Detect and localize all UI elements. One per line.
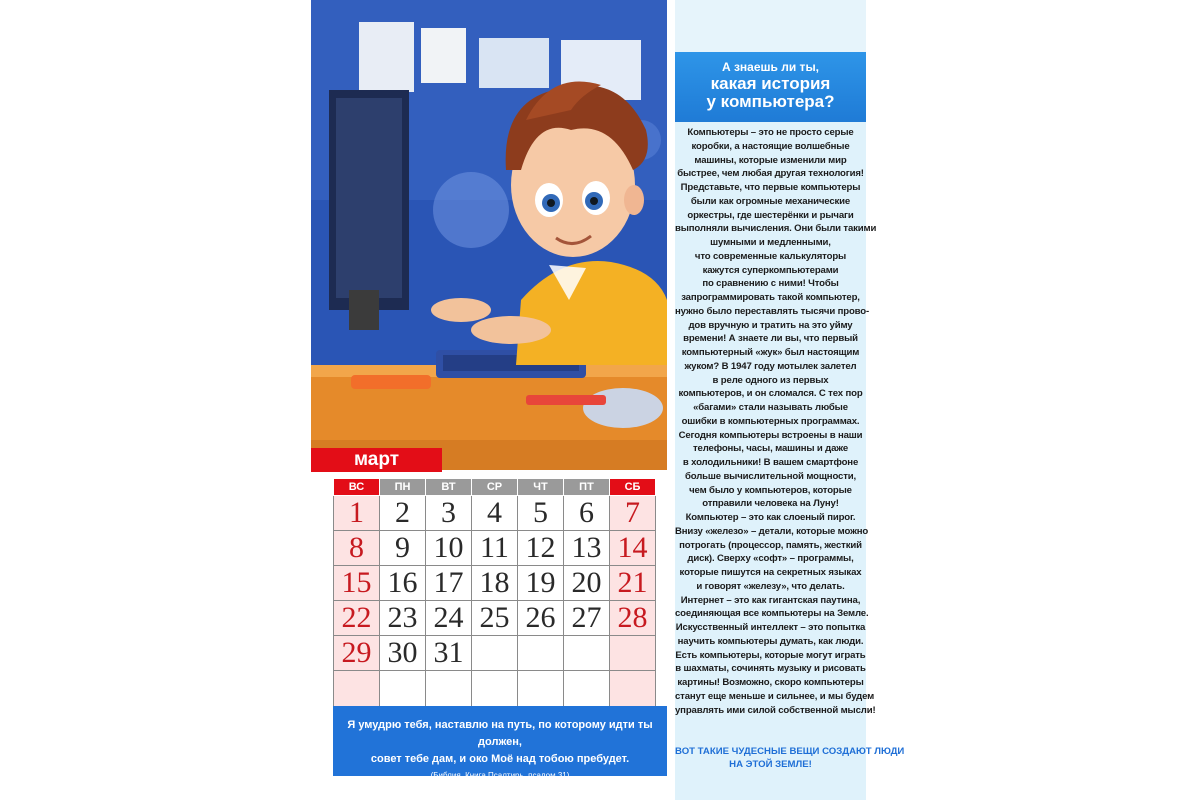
day-cell: 14 — [610, 531, 656, 566]
day-cell: 22 — [334, 601, 380, 636]
day-cell — [472, 636, 518, 671]
day-cell — [610, 636, 656, 671]
article-line: компьютерный «жук» был настоящим — [681, 347, 860, 358]
day-cell: 7 — [610, 496, 656, 531]
article-line: диск). Сверху «софт» – программы, — [687, 553, 854, 565]
article-line: в реле одного из первых — [712, 374, 829, 386]
day-cell: 27 — [564, 601, 610, 636]
day-cell: 13 — [564, 531, 610, 566]
day-cell: 29 — [334, 636, 380, 671]
calendar-week-row — [334, 496, 656, 531]
day-cell: 3 — [426, 496, 472, 531]
calendar-week-row — [334, 636, 656, 671]
quote-line: Я умудрю тебя, наставлю на путь, по которому идти ты должен, — [347, 719, 653, 748]
article-line: Есть компьютеры, которые могут играть — [675, 649, 866, 661]
day-cell: 16 — [380, 566, 426, 601]
weekday-header: ПТ — [564, 479, 610, 496]
article-line: нужно было переставлять тысячи прово- — [675, 305, 870, 317]
day-cell: 6 — [564, 496, 610, 531]
day-cell: 10 — [426, 531, 472, 566]
article-line: были как огромные механические — [690, 195, 851, 207]
month-label: март — [311, 448, 442, 472]
weekday-header-row — [334, 479, 656, 496]
quote-source: (Библия, Книга Псалтирь, псалом 31) — [430, 771, 570, 780]
day-cell: 4 — [472, 496, 518, 531]
article-line: станут еще меньше и сильнее, и мы будем — [675, 690, 875, 702]
day-cell: 8 — [334, 531, 380, 566]
day-cell: 28 — [610, 601, 656, 636]
article-line: коробки, а настоящие волшебные — [691, 140, 850, 152]
day-cell: 26 — [518, 601, 564, 636]
day-cell: 25 — [472, 601, 518, 636]
article-line: Компьютер – это как слоеный пирог. — [685, 512, 856, 523]
day-cell: 23 — [380, 601, 426, 636]
heading-small: А знаешь ли ты, — [721, 60, 820, 74]
day-cell: 5 — [518, 496, 564, 531]
article-line: «багами» стали называть любые — [693, 402, 848, 413]
article-line: выполняли вычисления. Они были такими — [675, 223, 877, 235]
weekday-header: ЧТ — [518, 479, 564, 496]
article-line: Интернет – это как гигантская паутина, — [680, 594, 861, 606]
article-line: жуком? В 1947 году мотылек залетел — [684, 360, 857, 372]
weekday-header: ПН — [380, 479, 426, 496]
day-cell: 15 — [334, 566, 380, 601]
article-line: картины! Возможно, скоро компьютеры — [677, 677, 864, 688]
calendar-week-row — [334, 601, 656, 636]
article-line: отправили человека на Луну! — [702, 498, 839, 510]
day-cell: 24 — [426, 601, 472, 636]
article-line: управлять ими силой собственной мысли! — [675, 704, 876, 716]
article-line: Компьютеры – это не просто серые — [687, 127, 854, 138]
article-line: в шахматы, сочинять музыку и рисовать — [675, 663, 866, 675]
day-cell: 31 — [426, 636, 472, 671]
article-line: Внизу «железо» – детали, которые можно — [675, 525, 869, 537]
article-line: потрогать (процессор, память, жесткий — [679, 539, 862, 551]
day-cell: 9 — [380, 531, 426, 566]
top-band — [675, 0, 866, 52]
article-line: в холодильники! В вашем смартфоне — [682, 457, 859, 468]
article-line: быстрее, чем любая другая технология! — [677, 168, 864, 180]
heading-big-line: у компьютера? — [706, 92, 835, 111]
weekday-header: СР — [472, 479, 518, 496]
article-line: Сегодня компьютеры встроены в наши — [678, 429, 863, 441]
day-cell: 19 — [518, 566, 564, 601]
article-line: соединяющая все компьютеры на Земле. — [675, 608, 869, 620]
illustration-boy-at-computer — [311, 0, 667, 470]
calendar-grid — [333, 478, 656, 712]
article-line: по сравнению с ними! Чтобы — [702, 278, 839, 290]
article-line: шумными и медленными, — [710, 237, 831, 248]
day-cell: 18 — [472, 566, 518, 601]
calendar-week-row — [334, 566, 656, 601]
article-line: оркестры, где шестерёнки и рычаги — [687, 209, 854, 221]
article-heading — [675, 52, 866, 122]
closing-line: ВОТ ТАКИЕ ЧУДЕСНЫЕ ВЕЩИ СОЗДАЮТ ЛЮДИ — [675, 746, 905, 757]
article-line: кажутся суперкомпьютерами — [702, 264, 839, 276]
article-line: чем было у компьютеров, которые — [689, 484, 852, 496]
quote-line: совет тебе дам, и око Моё над тобою пребудет. — [370, 753, 630, 765]
article-line: телефоны, часы, машины и даже — [692, 443, 849, 455]
weekday-header: ВС — [334, 479, 380, 496]
article-line: и говорят «железу», что делать. — [696, 580, 845, 592]
article-line: что современные калькуляторы — [694, 250, 847, 262]
article-line: запрограммировать такой компьютер, — [681, 292, 860, 303]
article-line: больше вычислительной мощности, — [684, 470, 857, 482]
day-cell: 11 — [472, 531, 518, 566]
article-line: машины, которые изменили мир — [694, 154, 847, 166]
day-cell: 30 — [380, 636, 426, 671]
article-line: ошибки в компьютерных программах. — [681, 415, 860, 427]
article-closing — [675, 745, 905, 771]
article-line: дов вручную и тратить на это уйму — [688, 319, 853, 331]
closing-line: НА ЭТОЙ ЗЕМЛЕ! — [729, 759, 812, 770]
weekday-header: СБ — [610, 479, 656, 496]
day-cell: 1 — [334, 496, 380, 531]
article-line: времени! А знаете ли вы, что первый — [683, 333, 858, 345]
day-cell: 17 — [426, 566, 472, 601]
day-cell: 2 — [380, 496, 426, 531]
weekday-header: ВТ — [426, 479, 472, 496]
article-line: Искусственный интеллект – это попытка — [675, 622, 866, 633]
day-cell — [564, 636, 610, 671]
article-line: Представьте, что первые компьютеры — [680, 182, 861, 193]
day-cell: 12 — [518, 531, 564, 566]
scripture-quote-box — [333, 706, 667, 780]
day-cell — [518, 636, 564, 671]
day-cell: 20 — [564, 566, 610, 601]
article-line: научить компьютеры думать, как люди. — [677, 635, 864, 647]
article-panel — [675, 0, 905, 800]
article-line: компьютеров, и он сломался. С тех пор — [678, 388, 863, 400]
heading-big-line: какая история — [710, 74, 831, 93]
article-body — [675, 126, 877, 717]
article-line: которые пишутся на секретных языках — [679, 567, 862, 578]
calendar-week-row — [334, 531, 656, 566]
day-cell: 21 — [610, 566, 656, 601]
